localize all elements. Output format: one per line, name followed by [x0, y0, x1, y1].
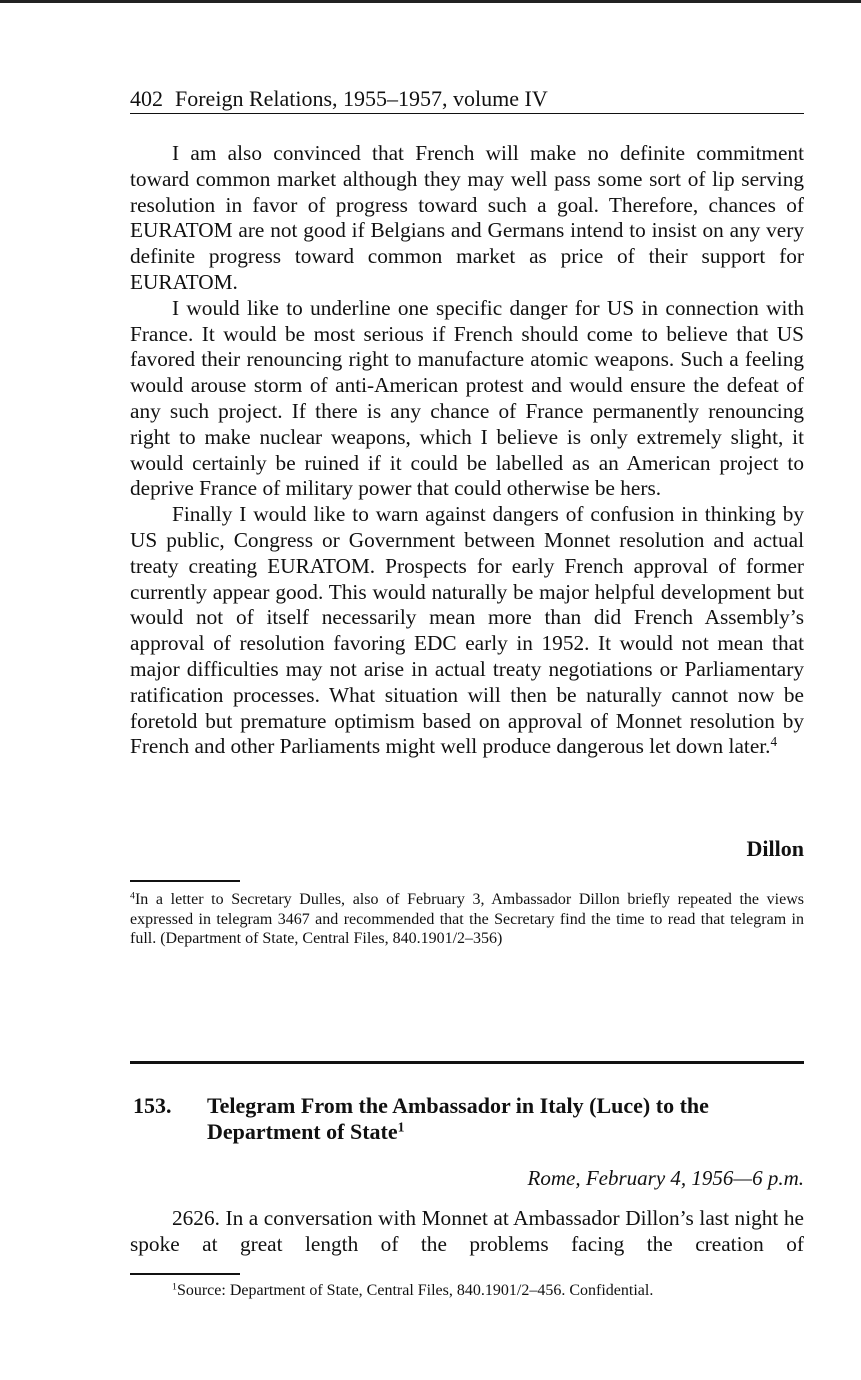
section-divider — [130, 1061, 804, 1064]
running-head — [130, 86, 804, 114]
paragraph-monnet-resolution — [130, 502, 804, 760]
page-number: 402 — [130, 86, 163, 111]
dateline: Rome, February 4, 1956—6 p.m. — [527, 1166, 804, 1190]
footnote-1-marker: 1 — [172, 1281, 177, 1293]
signature: Dillon — [746, 836, 804, 861]
main-text-block — [130, 141, 804, 760]
footnote-1-text: Source: Department of State, Central Files, 840.1901/2–456. Confidential. — [176, 1282, 654, 1299]
footnote-rule — [130, 880, 240, 882]
footnote-4 — [130, 890, 804, 949]
paragraph-telegram-opening: 2626. In a conversation with Monnet at Ambassador Dillon’s last night he spoke at great length of the problems facing the creation of — [130, 1206, 804, 1256]
volume-title: Foreign Relations, 1955–1957, volume IV — [175, 86, 548, 111]
footnote-1 — [172, 1281, 804, 1301]
telegram-text-block — [130, 1206, 804, 1258]
footnote-ref-1[interactable]: 1 — [397, 1119, 405, 1135]
paragraph-monnet-text: Finally I would like to warn against dangers of confusion in thinking by US public, Congress or Government between Monnet resolution and actual treaty creating EURATOM. Prospects for early French approval of former currently appear good. This would naturally be major helpful development but would not of itself necessarily mean more than did French Assembly’s approval of resolution favoring EDC early in 1952. It would not mean that major difficulties may not arise in actual treaty negotiations or Parliamentary ratification processes. What situation will then be naturally cannot now be foretold but premature optimism based on approval of Monnet resolution by French and other Parliaments might well produce dangerous let down later. — [130, 502, 804, 759]
footnote-4-text: In a letter to Secretary Dulles, also of February 3, Ambassador Dillon briefly repeated the views expressed in telegram 3467 and recommended that the Secretary find the time to read that telegram in full. (Department of State, Central Files, 840.1901/2–356) — [130, 891, 804, 947]
footnote-rule-2 — [130, 1273, 240, 1275]
footnote-ref-4[interactable]: 4 — [770, 734, 778, 750]
document-number: 153. — [133, 1093, 172, 1118]
paragraph-atomic-weapons: I would like to underline one specific danger for US in connection with France. It would be most serious if French should come to believe that US favored their renouncing right to manufacture atomic weapons. Such a feeling would arouse storm of anti-American protest and would ensure the defeat of any such project. If there is any chance of France permanently renouncing right to make nuclear weapons, which I believe is only extremely slight, it would certainly be ruined if it could be labelled as an American project to deprive France of military power that could otherwise be hers. — [130, 295, 804, 501]
document-title — [207, 1093, 767, 1145]
paragraph-common-market: I am also convinced that French will make no definite commitment toward common market although they may well pass some sort of lip serving resolution in favor of progress toward such a goal. Therefore, chances of EURATOM are not good if Belgians and Germans intend to insist on any very definite progress toward common market as price of their support for EURATOM. — [130, 141, 804, 294]
page-top-border — [0, 0, 861, 3]
document-title-text: Telegram From the Ambassador in Italy (Luce) to the Department of State — [207, 1093, 709, 1144]
footnote-4-marker: 4 — [130, 890, 135, 902]
